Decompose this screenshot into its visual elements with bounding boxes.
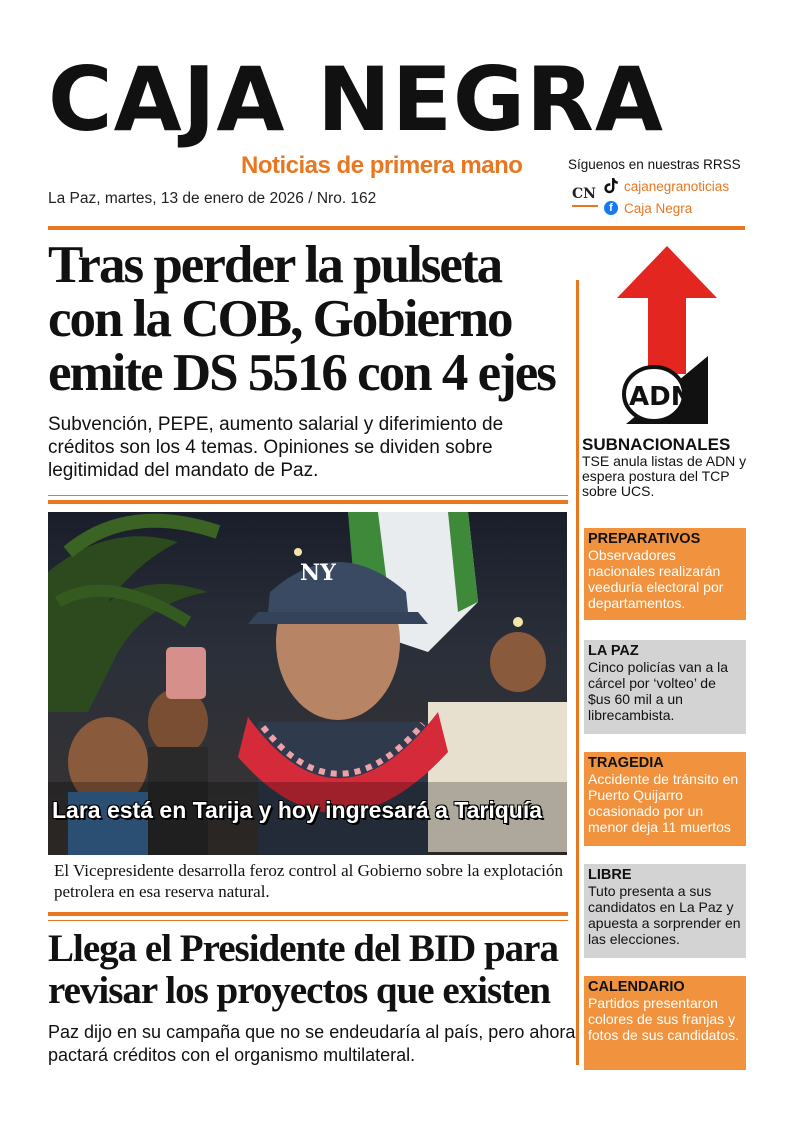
- sidebar-box-head: TRAGEDIA: [588, 755, 664, 771]
- social-heading: Síguenos en nuestras RRSS: [568, 157, 741, 172]
- sidebar-box-body: Cinco policías van a la cárcel por ‘volteo’ de $us 60 mil a un librecambista.: [588, 659, 729, 723]
- tiktok-link[interactable]: [604, 177, 729, 195]
- sidebar-lead: [582, 435, 752, 499]
- second-headline: Llega el Presidente del BID para revisar los proyectos que existen: [48, 927, 558, 1012]
- cn-logo-text: CN: [572, 186, 596, 202]
- facebook-link[interactable]: [604, 199, 692, 217]
- divider-rule: [48, 912, 568, 916]
- divider-rule: [48, 495, 568, 496]
- dateline: La Paz, martes, 13 de enero de 2026 / Nro. 162: [48, 190, 377, 207]
- sidebar-box-body: Accidente de tránsito en Puerto Quijarro ocasionado por un menor deja 11 muertos: [588, 771, 739, 835]
- sidebar-box-calendario: [584, 976, 746, 1070]
- adn-logo-text: ADN: [629, 382, 693, 412]
- masthead: [48, 50, 748, 150]
- svg-text:NY: NY: [300, 560, 336, 586]
- photo-caption: Lara está en Tarija y hoy ingresará a Tariquía: [52, 797, 543, 823]
- header-rule: [48, 226, 745, 230]
- column-divider: [576, 280, 579, 1065]
- tiktok-icon: [604, 178, 618, 194]
- sidebar-box-body: Partidos presentaron colores de sus franjas y fotos de sus candidatos.: [588, 995, 739, 1043]
- sidebar-lead-body: TSE anula listas de ADN y espera postura del TCP sobre UCS.: [582, 453, 747, 499]
- sidebar-box-head: CALENDARIO: [588, 979, 685, 995]
- news-photo: [48, 512, 567, 855]
- photo-subcaption: El Vicepresidente desarrolla feroz control al Gobierno sobre la explotación petrolera en esa reserva natural.: [54, 861, 563, 901]
- adn-arrow-logo: [612, 246, 722, 430]
- sidebar-box-head: PREPARATIVOS: [588, 531, 701, 547]
- sidebar-box-head: LA PAZ: [588, 643, 639, 659]
- lead-headline: Tras perder la pulseta con la COB, Gobierno emite DS 5516 con 4 ejes: [48, 236, 555, 402]
- sidebar-lead-head: SUBNACIONALES: [582, 435, 731, 454]
- facebook-icon: f: [604, 201, 618, 215]
- cn-logo: [572, 185, 598, 207]
- tagline: Noticias de primera mano: [241, 152, 523, 179]
- facebook-handle: Caja Negra: [624, 200, 693, 216]
- newspaper-title: CAJA NEGRA: [48, 48, 665, 151]
- sidebar-box-body: Tuto presenta a sus candidatos en La Paz y apuesta a sorprender en las elecciones.: [588, 883, 741, 947]
- social-block: [568, 157, 768, 221]
- tiktok-handle: cajanegranoticias: [624, 178, 730, 194]
- second-subhead: Paz dijo en su campaña que no se endeudaría al país, pero ahora pactará créditos con el organismo multilateral.: [48, 1022, 576, 1065]
- sidebar-box-body: Observadores nacionales realizarán veeduría electoral por departamentos.: [588, 547, 724, 611]
- divider-rule: [48, 920, 568, 921]
- divider-rule: [48, 500, 568, 504]
- sidebar-box-head: LIBRE: [588, 867, 632, 883]
- sidebar-box-libre: [584, 864, 746, 958]
- lead-subhead: Subvención, PEPE, aumento salarial y diferimiento de créditos son los 4 temas. Opiniones se dividen sobre legitimidad del mandato de Paz.: [48, 414, 504, 481]
- sidebar-box-tragedia: [584, 752, 746, 846]
- sidebar-box-la-paz: [584, 640, 746, 734]
- sidebar-box-preparativos: [584, 528, 746, 620]
